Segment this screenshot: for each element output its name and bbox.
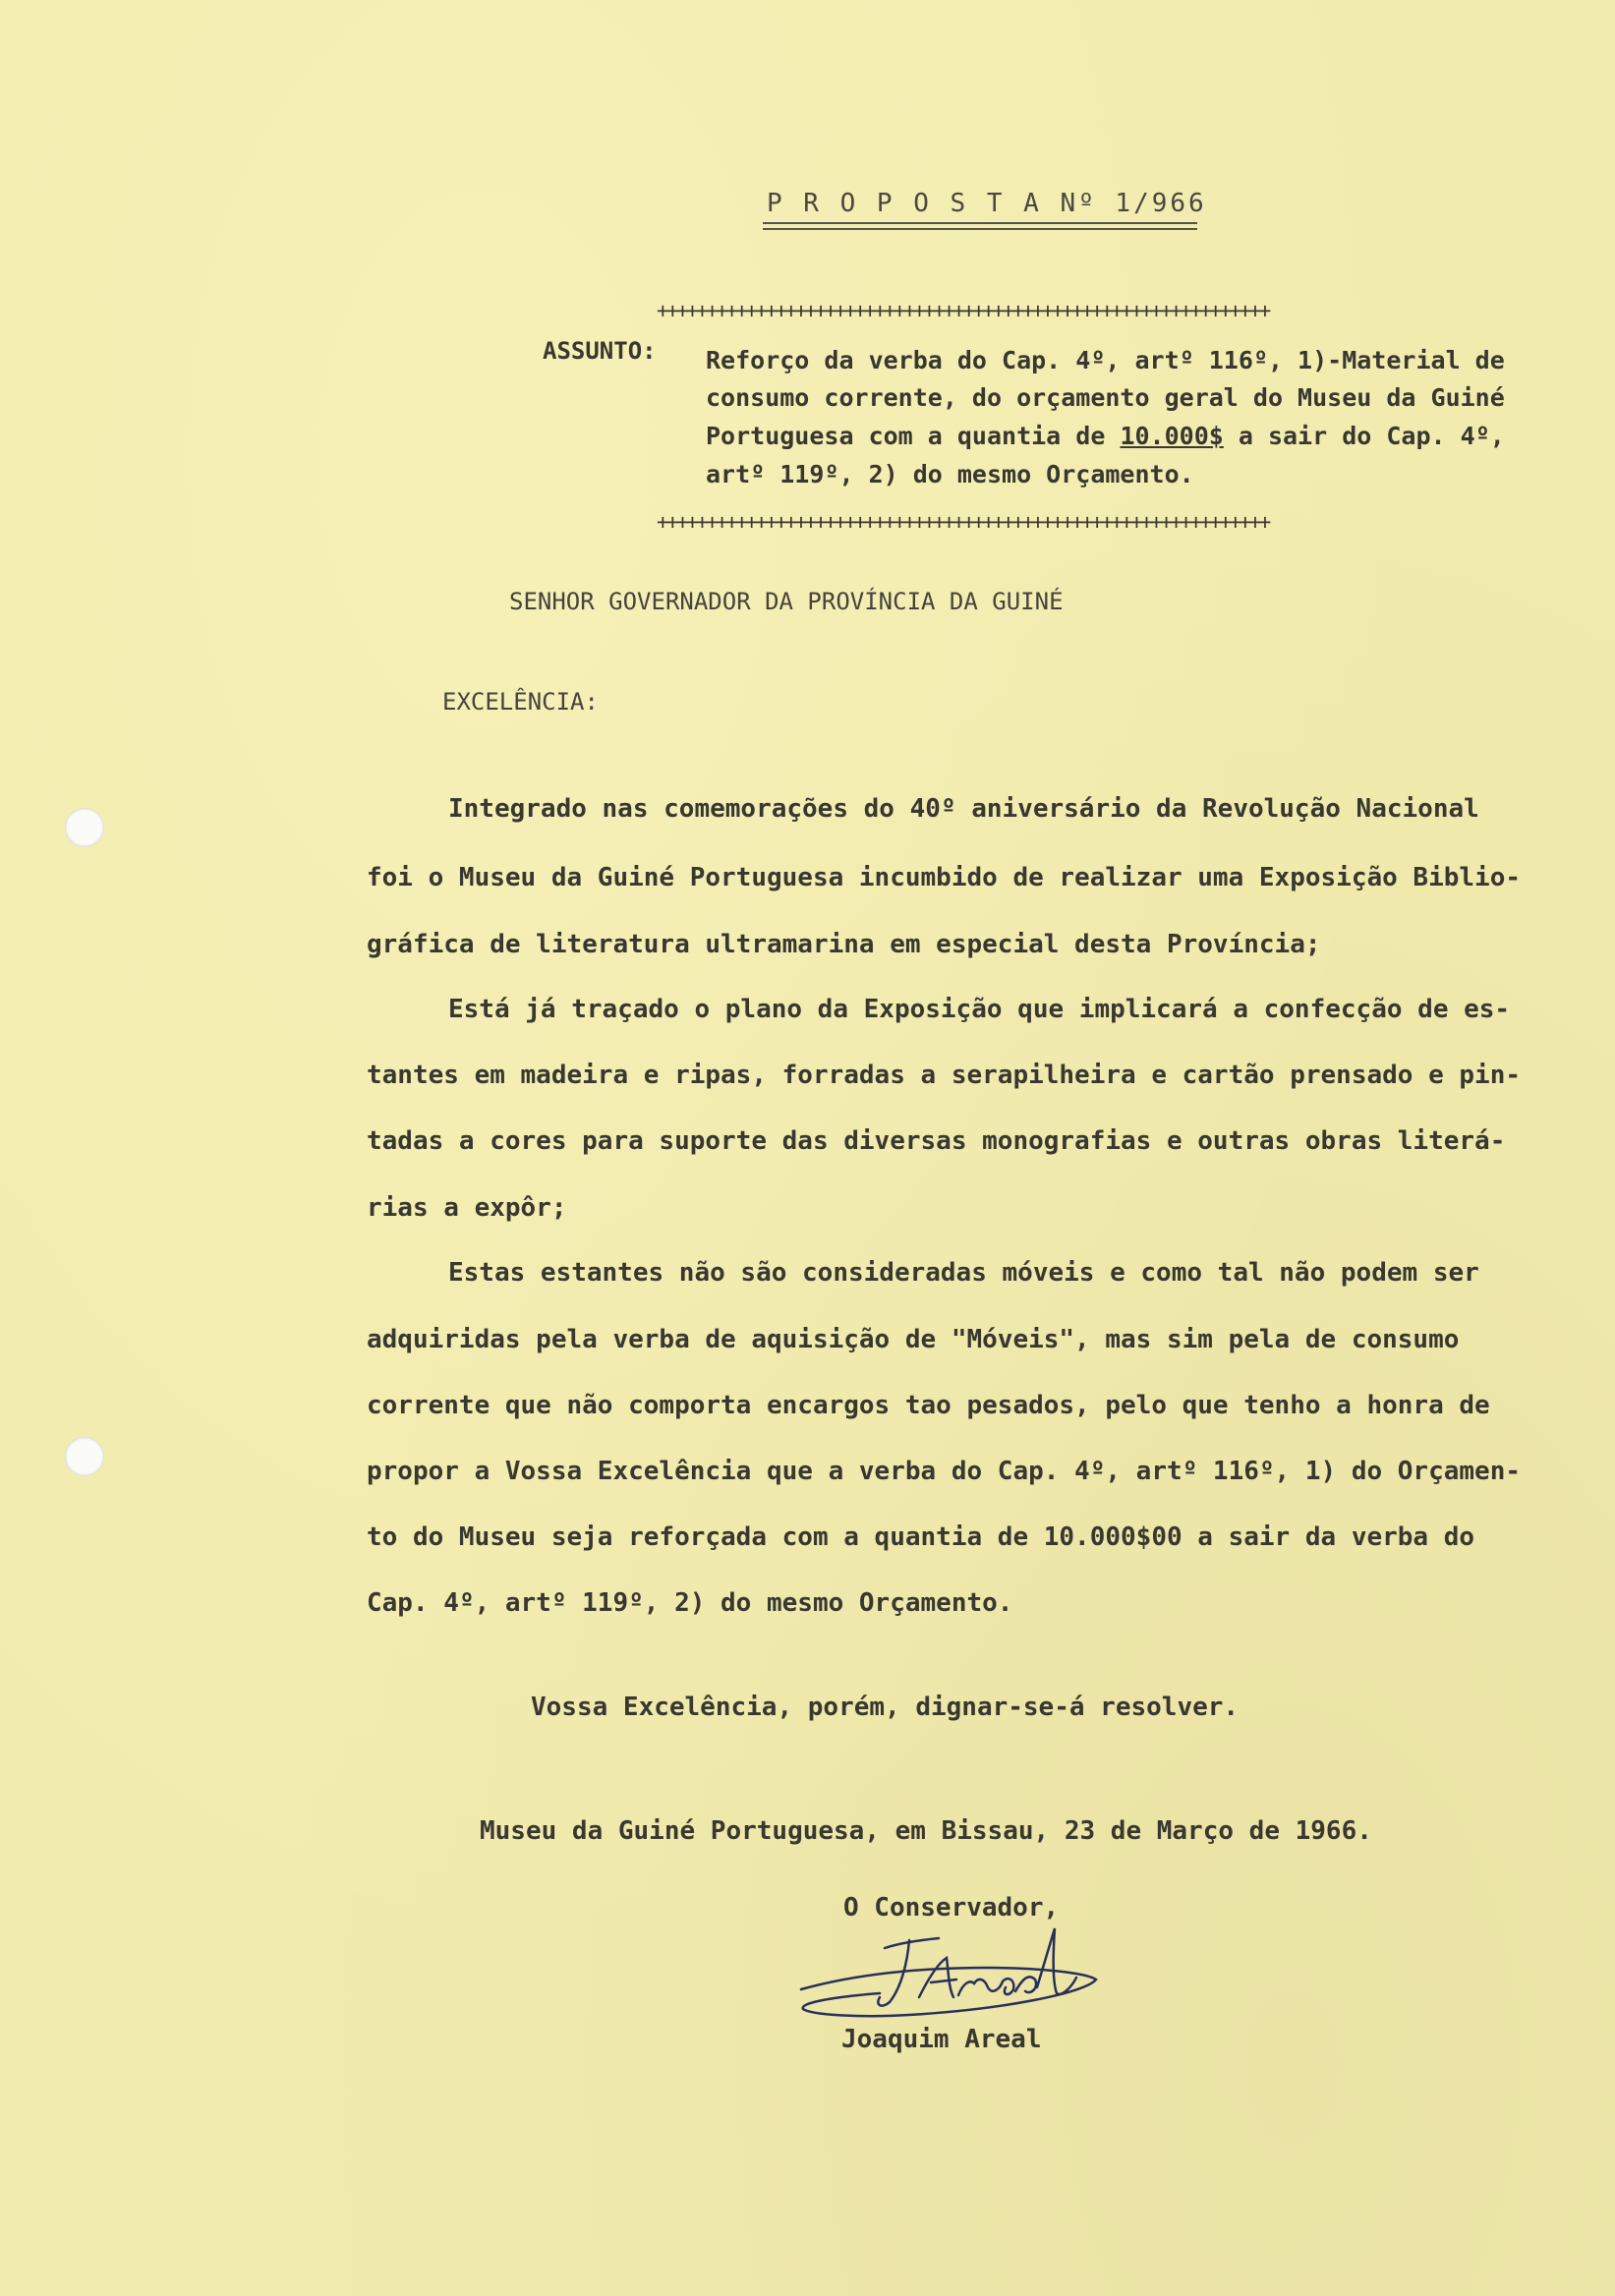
salutation: EXCELÊNCIA: xyxy=(442,688,599,716)
title-double-underline xyxy=(763,228,1197,230)
body-line: foi o Museu da Guiné Portuguesa incumbido de realizar uma Exposição Biblio- xyxy=(367,863,1521,892)
body-line: propor a Vossa Excelência que a verba do Cap. 4º, artº 116º, 1) do Orçamen- xyxy=(367,1457,1521,1486)
body-line: rias a expôr; xyxy=(367,1193,567,1223)
closing-formula: Vossa Excelência, porém, dignar-se-á resolver. xyxy=(531,1693,1240,1722)
body-line: gráfica de literatura ultramarina em especial desta Província; xyxy=(367,930,1321,959)
subject-line-2: consumo corrente, do orçamento geral do Museu da Guiné xyxy=(706,383,1505,412)
addressee: SENHOR GOVERNADOR DA PROVÍNCIA DA GUINÉ xyxy=(509,588,1064,615)
handwritten-signature xyxy=(791,1919,1106,2027)
subject-line-3-suffix: a sair do Cap. 4º, xyxy=(1223,422,1505,450)
subject-amount: 10.000$ xyxy=(1120,422,1224,450)
body-line: Estas estantes não são consideradas móveis e como tal não podem ser xyxy=(448,1258,1479,1288)
signer-name: Joaquim Areal xyxy=(841,2025,1042,2054)
subject-top-rule: ++++++++++++++++++++++++++++++++++++++++++++++++++++++++++++++ xyxy=(657,300,1269,321)
subject-line-1: Reforço da verba do Cap. 4º, artº 116º, 1)-Material de xyxy=(706,346,1505,374)
subject-line-4: artº 119º, 2) do mesmo Orçamento. xyxy=(706,460,1194,488)
body-line: corrente que não comporta encargos tao pesados, pelo que tenho a honra de xyxy=(367,1391,1490,1420)
subject-bottom-rule: ++++++++++++++++++++++++++++++++++++++++++++++++++++++++++++++ xyxy=(657,511,1269,533)
body-line: tantes em madeira e ripas, forradas a serapilheira e cartão prensado e pin- xyxy=(367,1061,1521,1090)
body-line: to do Museu seja reforçada com a quantia de 10.000$00 a sair da verba do xyxy=(367,1522,1475,1552)
body-line: Integrado nas comemorações do 40º aniversário da Revolução Nacional xyxy=(448,794,1479,824)
signer-role: O Conservador, xyxy=(843,1893,1060,1923)
body-line: adquiridas pela verba de aquisição de "Móveis", mas sim pela de consumo xyxy=(367,1325,1460,1354)
place-and-date: Museu da Guiné Portuguesa, em Bissau, 23 de Março de 1966. xyxy=(480,1816,1372,1846)
subject-line-3-prefix: Portuguesa com a quantia de xyxy=(706,422,1121,450)
body-line: Cap. 4º, artº 119º, 2) do mesmo Orçamento. xyxy=(367,1588,1013,1618)
subject-label: ASSUNTO: xyxy=(543,337,657,365)
title-underline xyxy=(763,222,1197,224)
punch-hole-upper xyxy=(65,808,104,847)
document-title: P R O P O S T A Nº 1/966 xyxy=(767,189,1207,218)
body-line: Está já traçado o plano da Exposição que implicará a confecção de es- xyxy=(448,995,1511,1024)
subject-line-3 xyxy=(706,420,1505,453)
punch-hole-lower xyxy=(65,1437,104,1476)
body-line: tadas a cores para suporte das diversas monografias e outras obras literá- xyxy=(367,1126,1506,1156)
